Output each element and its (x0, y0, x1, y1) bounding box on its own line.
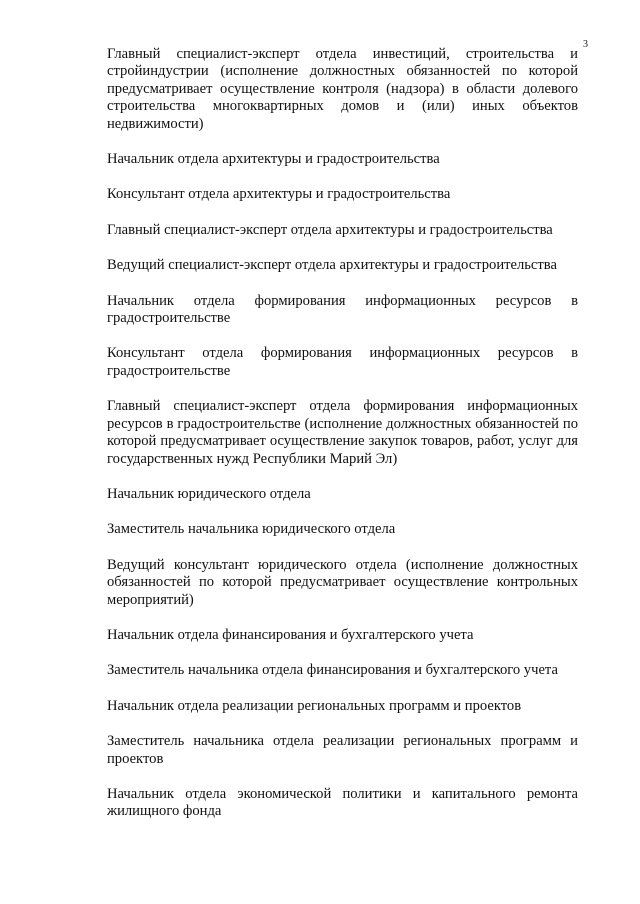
position-entry: Главный специалист-эксперт отдела инвестиций, строительства и стройиндустрии (исполнение должностных обязанностей по которой предусматривает осуществление контроля (надзора) в области долевого строительства многоквартирных домов и (или) иных объектов недвижимости) (107, 46, 578, 132)
position-entry: Начальник отдела архитектуры и градостроительства (107, 151, 440, 168)
position-entry: Начальник юридического отдела (107, 485, 311, 502)
position-entry: Консультант отдела формирования информационных ресурсов в градостроительстве (107, 345, 578, 379)
position-entry: Консультант отдела архитектуры и градостроительства (107, 186, 451, 203)
page-number: 3 (583, 39, 588, 50)
position-entry: Ведущий специалист-эксперт отдела архитектуры и градостроительства (107, 257, 557, 274)
position-entry: Начальник отдела формирования информационных ресурсов в градостроительстве (107, 292, 578, 327)
positions-list (107, 46, 578, 839)
position-entry: Начальник отдела экономической политики и капитального ремонта жилищного фонда (107, 785, 578, 820)
position-entry: Ведущий консультант юридического отдела (исполнение должностных обязанностей по которой предусматривает осуществление контрольных мероприятий) (107, 556, 578, 608)
position-entry: Заместитель начальника отдела финансирования и бухгалтерского учета (107, 662, 558, 679)
position-entry: Начальник отдела реализации региональных программ и проектов (107, 697, 522, 714)
position-entry: Начальник отдела финансирования и бухгалтерского учета (107, 626, 474, 643)
position-entry: Главный специалист-эксперт отдела архитектуры и градостроительства (107, 221, 553, 238)
position-entry: Заместитель начальника юридического отдела (107, 521, 396, 538)
position-entry: Главный специалист-эксперт отдела формирования информационных ресурсов в градостроительстве (исполнение должностных обязанностей по которой предусматривает осуществление закупок товаров, работ, услуг для государственных нужд Республики Марий Эл) (107, 398, 578, 467)
position-entry: Заместитель начальника отдела реализации региональных программ и проектов (107, 733, 578, 767)
